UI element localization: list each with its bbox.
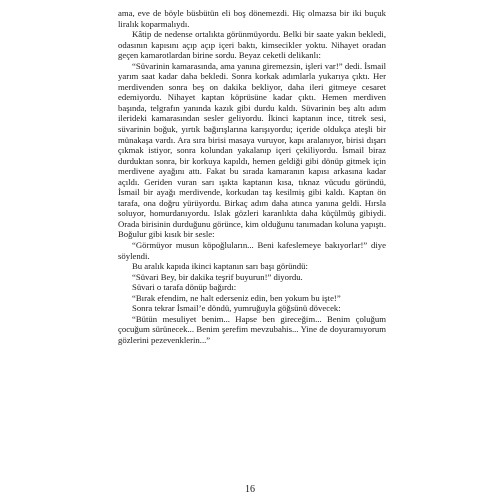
- paragraph: “Süvari Bey, bir dakika teşrif buyurun!” diyordu.: [132, 271, 303, 282]
- paragraph: Bu aralık kapıda ikinci kaptanın sarı başı göründü:: [132, 261, 308, 272]
- paragraph: “Görmüyor musun köpoğluların... Beni kafeslemeye bakıyorlar!” diye söylendi.: [118, 240, 386, 261]
- page-number: 16: [245, 484, 255, 495]
- paragraph: “Bırak efendim, ne halt ederseniz edin, ben yokum bu işte!”: [132, 292, 341, 303]
- paragraph: “Bütün mesuliyet benim... Hapse ben gireceğim... Benim çoluğum çocuğum sürünecek... Benim şerefim mevzubahis... Yine de doyuramıyorum gözlerini pezevenklerin...”: [118, 313, 386, 345]
- paragraph: Süvari o tarafa dönüp bağırdı:: [132, 282, 237, 293]
- paragraph: “Süvarinin kamarasında, ama yanına giremezsin, işleri var!” dedi. İsmail yarım saat kadar daha bekledi. Sonra korkak adımlarla yukarıya çıktı. Her merdivenden sonra beş on dakika bekliyor, daha ileri gitmeye cesaret edemiyordu. Nihayet kaptan köprüsüne kadar çıktı. Hemen merdiven başında, telgrafın yanında kazık gibi durdu kaldı. Süvarinin beş altı adım ilerideki kamarasından sesler geliyordu. İkinci kaptanın ince, titrek sesi, süvarinin boğuk, yırtık bağırışlarına karışıyordu; içeride oldukça ateşli bir münakaşa vardı. Ara sıra birisi masaya vuruyor, kapı aralanıyor, birisi dışarı çıkmak istiyor, sonra kolundan yakalanıp içeri çekiliyordu. İsmail biraz durduktan sonra, bir korkuya kapıldı, hemen geldiği gibi dönüp gitmek için merdivene ayağını attı. Fakat bu sırada kamaranın kapısı arkasına kadar açıldı. Geriden vuran sarı ışıkta kaptanın kısa, tıknaz vücudu göründü, İsmail bir ayağı merdivende, korkudan taş kesilmiş gibi kaldı. Kaptan ön tarafa, ona doğru yürüyordu. Birkaç adım daha atınca yanına geldi. Hırsla soluyor, homurdanıyordu. Islak gözleri karanlıkta daha küçülmüş gibiydi. Orada birisinin durduğunu görünce, kim olduğunu tanımadan koluna yapıştı. Boğulur gibi kısık bir sesle:: [118, 60, 386, 240]
- paragraph: Sonra tekrar İsmail’e döndü, yumruğuyla göğsünü dövecek:: [132, 303, 341, 314]
- paragraph: ama, eve de böyle büsbütün eli boş dönemezdi. Hiç olmazsa bir iki buçuk liralık koparmalıydı.: [118, 8, 386, 29]
- paragraph: Kâtip de nedense ortalıkta görünmüyordu. Belki bir saate yakın bekledi, odasının kapısını açıp açıp içeri baktı, kimsecikler yoktu. Nihayet oradan geçen kamarotlardan birine sordu. Beyaz ceketli delikanlı:: [118, 29, 386, 61]
- page-body: [118, 8, 386, 346]
